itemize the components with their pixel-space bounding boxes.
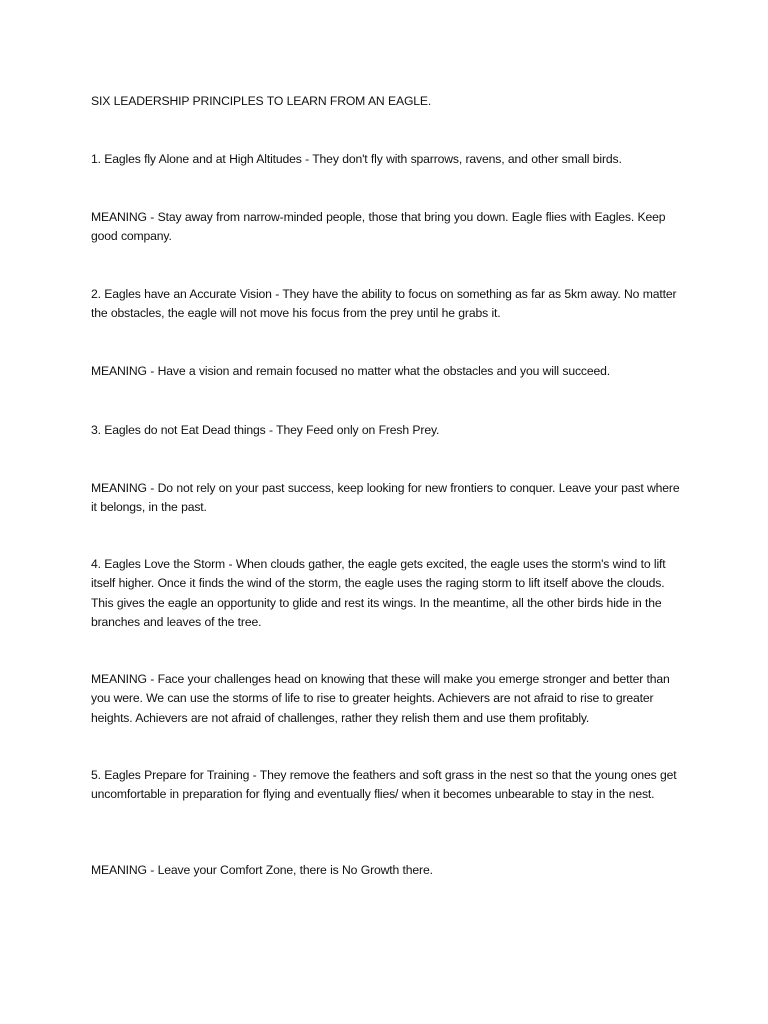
principle-5-paragraph: 5. Eagles Prepare for Training - They remove the feathers and soft grass in the nest so that the young ones get uncomfortable in preparation for flying and eventually flies/ when it becomes unbearable to stay in the nest.: [91, 768, 677, 802]
principle-5-meaning-paragraph: MEANING - Leave your Comfort Zone, there is No Growth there.: [91, 863, 433, 877]
principle-3-paragraph: 3. Eagles do not Eat Dead things - They Feed only on Fresh Prey.: [91, 423, 440, 437]
principle-4-meaning-paragraph: MEANING - Face your challenges head on knowing that these will make you emerge stronger and better than you were. We can use the storms of life to rise to greater heights. Achievers are not afraid to rise to greater heights. Achievers are not afraid of challenges, rather they relish them and use them profitably.: [91, 672, 670, 725]
principle-1-meaning-paragraph: MEANING - Stay away from narrow-minded people, those that bring you down. Eagle flies with Eagles. Keep good company.: [91, 210, 666, 244]
principle-2-paragraph: 2. Eagles have an Accurate Vision - They have the ability to focus on something as far as 5km away. No matter the obstacles, the eagle will not move his focus from the prey until he grabs it.: [91, 287, 677, 321]
principle-4-paragraph: 4. Eagles Love the Storm - When clouds gather, the eagle gets excited, the eagle uses the storm's wind to lift itself higher. Once it finds the wind of the storm, the eagle uses the raging storm to lift itself above the clouds. This gives the eagle an opportunity to glide and rest its wings. In the meantime, all the other birds hide in the branches and leaves of the tree.: [91, 557, 666, 629]
principle-2-meaning-paragraph: MEANING - Have a vision and remain focused no matter what the obstacles and you will succeed.: [91, 364, 610, 378]
principle-3-meaning-paragraph: MEANING - Do not rely on your past success, keep looking for new frontiers to conquer. Leave your past where it belongs, in the past.: [91, 481, 680, 515]
document-title: SIX LEADERSHIP PRINCIPLES TO LEARN FROM AN EAGLE.: [91, 94, 432, 108]
principle-1-paragraph: 1. Eagles fly Alone and at High Altitudes - They don't fly with sparrows, ravens, and other small birds.: [91, 152, 622, 166]
